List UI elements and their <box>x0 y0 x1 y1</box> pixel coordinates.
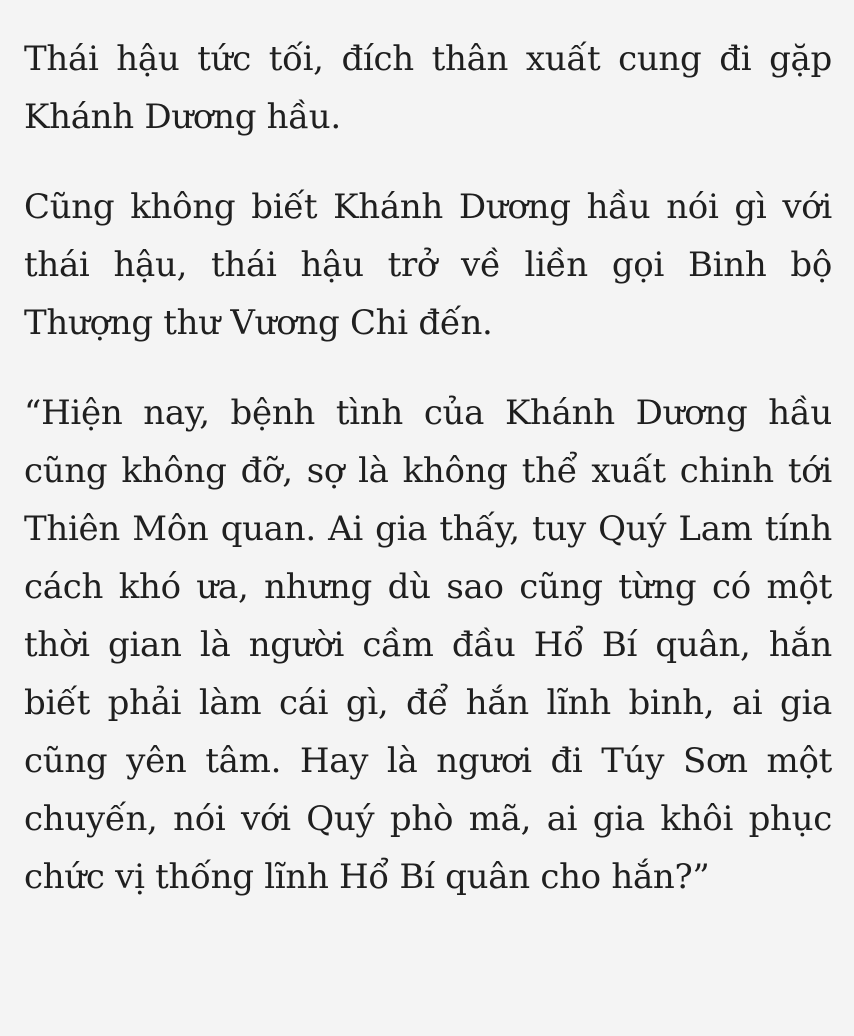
paragraph: Thái hậu tức tối, đích thân xuất cung đi gặp Khánh Dương hầu. <box>24 39 832 137</box>
paragraph: Cũng không biết Khánh Dương hầu nói gì với thái hậu, thái hậu trở về liền gọi Binh bộ Thượng thư Vương Chi đến. <box>24 187 832 343</box>
paragraph: “Hiện nay, bệnh tình của Khánh Dương hầu cũng không đỡ, sợ là không thể xuất chinh tới Thiên Môn quan. Ai gia thấy, tuy Quý Lam tính cách khó ưa, nhưng dù sao cũng từng có một thời gian là người cầm đầu Hổ Bí quân, hắn biết phải làm cái gì, để hắn lĩnh binh, ai gia cũng yên tâm. Hay là ngươi đi Túy Sơn một chuyến, nói với Quý phò mã, ai gia khôi phục chức vị thống lĩnh Hổ Bí quân cho hắn?” <box>24 393 832 897</box>
